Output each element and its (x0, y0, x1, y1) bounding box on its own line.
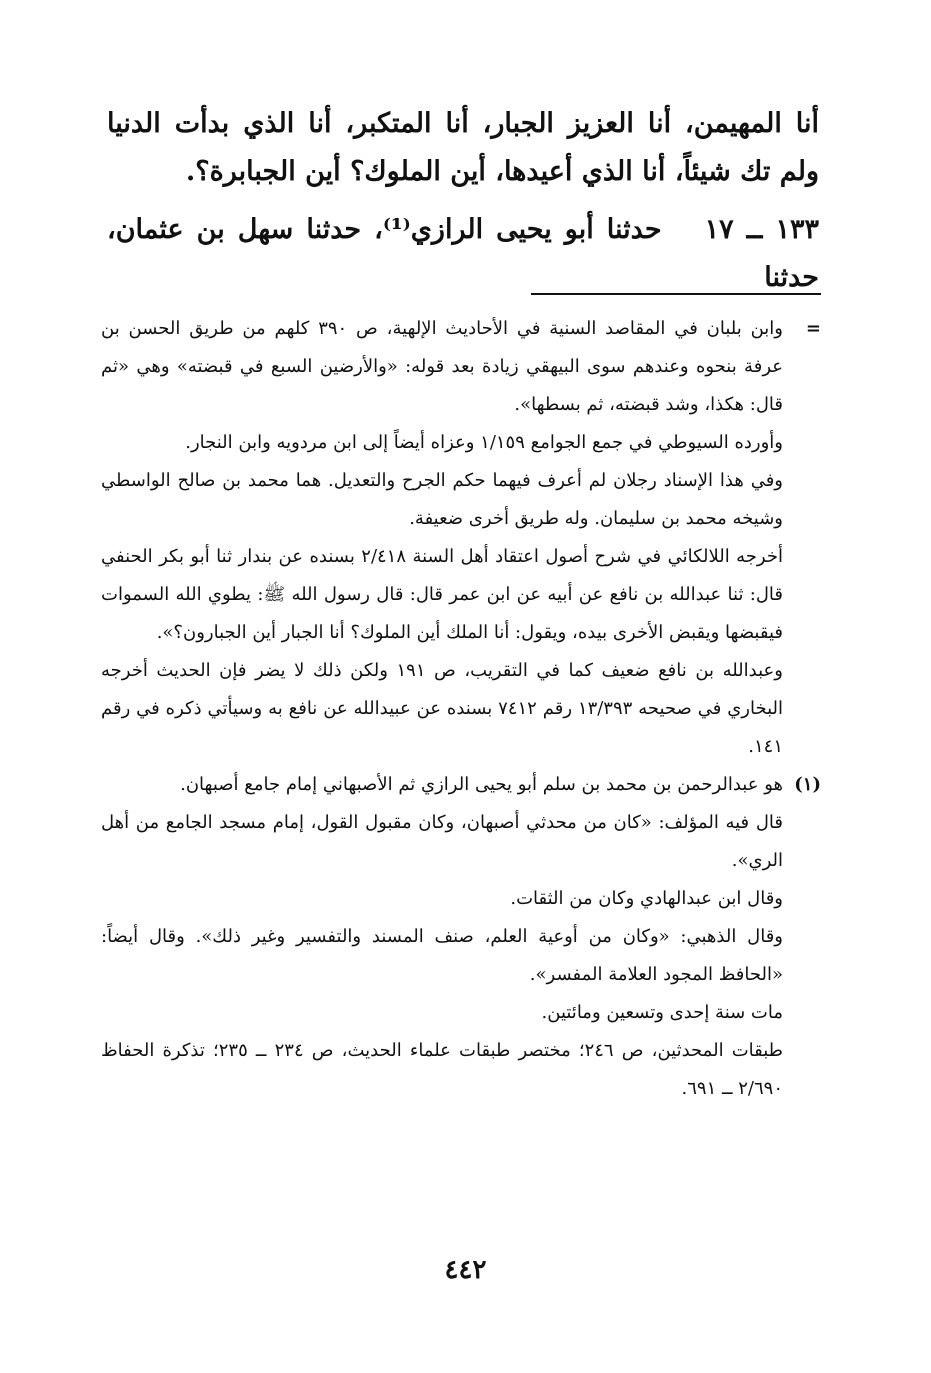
footnote-1-marker: (١) (794, 774, 821, 795)
hadith-text: حدثنا أبو يحيى الرازي⁽¹⁾، حدثنا سهل بن عثمان، حدثنا (107, 214, 819, 293)
main-paragraph: أنا المهيمن، أنا العزيز الجبار، أنا المتكبر، أنا الذي بدأت الدنيا ولم تك شيئاً، أنا الذي أعيدها، أين الملوك؟ أين الجبابرة؟. (107, 108, 819, 187)
footnote-paragraph: وعبدالله بن نافع ضعيف كما في التقريب، ص ١٩١ ولكن ذلك لا يضر فإن الحديث أخرجه البخاري في صحيحه ١٣/٣٩٣ رقم ٧٤١٢ بسنده عن عبيدالله عن نافع به وسيأتي ذكره في رقم ١٤١. (101, 660, 783, 757)
footnote-paragraph: طبقات المحدثين، ص ٢٤٦؛ مختصر طبقات علماء الحديث، ص ٢٣٤ ــ ٢٣٥؛ تذكرة الحفاظ ٢/٦٩٠ ــ ٦٩١. (101, 1040, 783, 1099)
footnote-continuation-body (101, 310, 783, 766)
continuation-marker: = (805, 318, 821, 339)
footnote-paragraph: أخرجه اللالكائي في شرح أصول اعتقاد أهل السنة ٢/٤١٨ بسنده عن بندار ثنا أبو بكر الحنفي قال: ثنا عبدالله بن نافع عن أبيه عن ابن عمر قال: قال رسول الله ﷺ: يطوي الله السموات فيقبضها ويقبض الأخرى بيده، ويقول: أنا الملك أين الملوك؟ أنا الجبار أين الجبارون؟». (101, 546, 783, 643)
main-text-block (107, 100, 819, 302)
footnote-paragraph: وأورده السيوطي في جمع الجوامع ١/١٥٩ وعزاه أيضاً إلى ابن مردويه وابن النجار. (185, 432, 783, 453)
footnote-paragraph: وابن بلبان في المقاصد السنية في الأحاديث الإلهية، ص ٣٩٠ كلهم من طريق الحسن بن عرفة بنحوه وعندهم سوى البيهقي زيادة بعد قوله: «والأرضين السبع في قبضته» وهي «ثم قال: هكذا، وشد قبضته، ثم بسطها». (101, 318, 783, 415)
footnote-divider (531, 293, 821, 295)
footnote-1 (101, 766, 821, 1108)
footnote-paragraph: قال فيه المؤلف: «كان من محدثي أصبهان، وكان مقبول القول، إمام مسجد الجامع من أهل الري». (101, 812, 783, 871)
footnote-paragraph: وقال الذهبي: «وكان من أوعية العلم، صنف المسند والتفسير وغير ذلك». وقال أيضاً: «الحافظ المجود العلامة المفسر». (101, 926, 783, 985)
footnote-1-body (101, 766, 783, 1108)
footnotes-block (101, 310, 821, 1108)
footnote-paragraph: وقال ابن عبدالهادي وكان من الثقات. (510, 888, 783, 909)
footnote-paragraph: وفي هذا الإسناد رجلان لم أعرف فيهما حكم الجرح والتعديل. هما محمد بن صالح الواسطي وشيخه محمد بن سليمان. وله طريق أخرى ضعيفة. (101, 470, 783, 529)
hadith-number: ١٣٣ ــ ١٧ (704, 214, 819, 245)
footnote-paragraph: مات سنة إحدى وتسعين ومائتين. (541, 1002, 783, 1023)
page-number: ٤٤٢ (444, 1255, 487, 1285)
hadith-paragraph (107, 206, 819, 302)
footnote-paragraph: هو عبدالرحمن بن محمد بن سلم أبو يحيى الرازي ثم الأصبهاني إمام جامع أصبهان. (180, 774, 783, 795)
footnote-continuation (101, 310, 821, 766)
